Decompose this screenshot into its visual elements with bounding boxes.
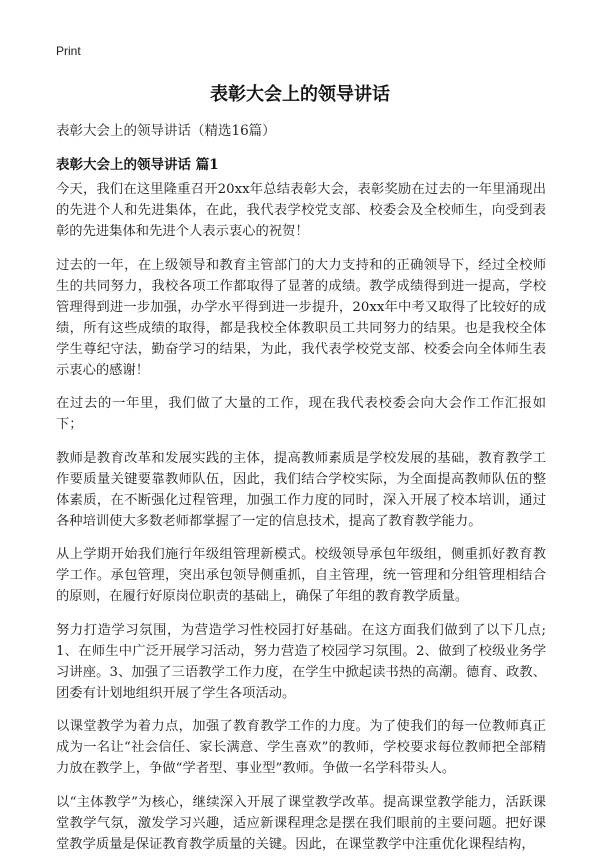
document-subtitle: 表彰大会上的领导讲话（精选16篇） [56,123,276,139]
paragraph: 今天，我们在这里隆重召开20xx年总结表彰大会，表彰奖励在过去的一年里涌现出的先进个人和先进集体，在此，我代表学校党支部、校委会及全校师生，向受到表彰的先进集体和先进个人表示衷心的祝贺！ [56,182,546,239]
paragraph: 以“主体教学”为核心，继续深入开展了课堂教学改革。提高课堂教学能力，活跃课堂教学气氛，激发学习兴趣，适应新课程理念是摆在我们眼前的主要问题。把好课堂教学质量是保证教育教学质量的关键。因此，在课堂教学中注重优化课程结构， [56,794,546,852]
paragraph: 在过去的一年里，我们做了大量的工作，现在我代表校委会向大会作工作汇报如下； [56,396,546,432]
document-body [56,179,546,867]
page-title: 表彰大会上的领导讲话 [210,84,390,105]
paragraph: 教师是教育改革和发展实践的主体，提高教师素质是学校发展的基础，教育教学工作要质量关键要靠教师队伍，因此，我们结合学校实际，为全面提高教师队伍的整体素质，在不断强化过程管理，加强工作力度的同时，深入开展了校本培训，通过各种培训使大多数老师都掌握了一定的信息技术，提高了教育教学能力。 [56,450,546,529]
paragraph: 努力打造学习氛围，为营造学习性校园打好基础。在这方面我们做到了以下几点;1、在师生中广泛开展学习活动，努力营造了校园学习氛围。2、做到了校级业务学习讲座。3、加强了三语教学工作力度，在学生中掀起读书热的高潮。德育、政教、团委有计划地组织开展了学生各项活动。 [56,622,546,701]
paragraph: 从上学期开始我们施行年级组管理新模式。校级领导承包年级组，侧重抓好教育教学工作。承包管理，突出承包领导侧重抓，自主管理，统一管理和分组管理相结合的原则，在履行好原岗位职责的基础上，确保了年组的教育教学质量。 [56,547,546,604]
paragraph: 以课堂教学为着力点，加强了教育教学工作的力度。为了使我们的每一位教师真正成为一名让“社会信任、家长满意、学生喜欢”的教师，学校要求每位教师把全部精力放在教学上，争做“学者型、事业型”教师。争做一名学科带头人。 [56,719,546,776]
section-heading: 表彰大会上的领导讲话 篇1 [56,157,219,173]
paragraph: 过去的一年，在上级领导和教育主管部门的大力支持和的正确领导下，经过全校师生的共同努力，我校各项工作都取得了显著的成绩。教学成绩得到进一提高，学校管理得到进一步加强，办学水平得到进一步提升，20xx年中考又取得了比较好的成绩，所有这些成绩的取得，都是我校全体教职员工共同努力的结果。也是我校全体学生尊纪守法，勤奋学习的结果，为此，我代表学校党支部、校委会向全体师生表示衷心的感谢！ [56,257,546,378]
print-link[interactable]: Print [56,44,81,58]
